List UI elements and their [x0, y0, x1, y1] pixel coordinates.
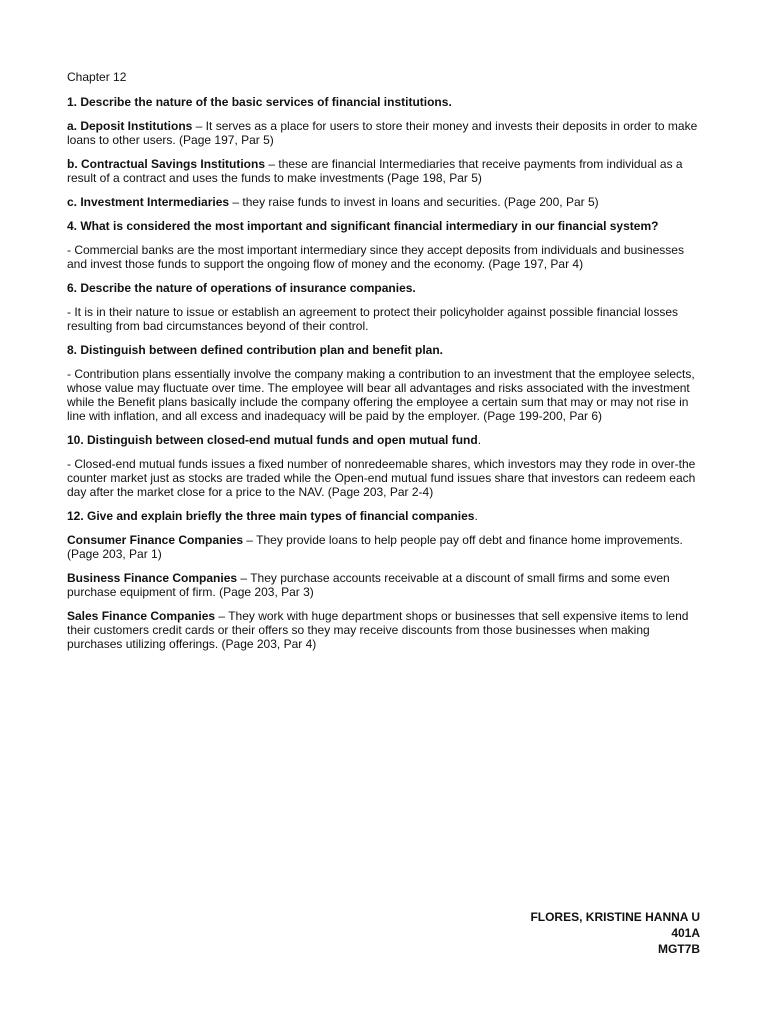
- answer-1a: [67, 119, 707, 147]
- student-name: FLORES, KRISTINE HANNA U: [530, 910, 700, 924]
- answer-1c-text: – they raise funds to invest in loans and securities. (Page 200, Par 5): [229, 195, 599, 209]
- term-business-finance: Business Finance Companies: [67, 571, 238, 585]
- answer-12-sales: [67, 609, 707, 651]
- term-investment-intermediaries: c. Investment Intermediaries: [67, 195, 230, 209]
- question-12-period: .: [474, 509, 478, 523]
- question-10-text: 10. Distinguish between closed-end mutual funds and open mutual fund: [67, 433, 478, 447]
- answer-4: - Commercial banks are the most important intermediary since they accept deposits from individuals and businesses and invest those funds to support the ongoing flow of money and the economy. (Page 197, Par 4): [67, 243, 684, 271]
- question-4: 4. What is considered the most important and significant financial intermediary in our financial system?: [67, 219, 659, 233]
- question-6: 6. Describe the nature of operations of insurance companies.: [67, 281, 416, 295]
- answer-12-consumer: [67, 533, 707, 561]
- question-10: [67, 433, 707, 447]
- answer-12-business: [67, 571, 707, 599]
- signature-block: [530, 909, 700, 957]
- question-12: [67, 509, 707, 523]
- answer-8: - Contribution plans essentially involve the company making a contribution to an investment that the employee selects, whose value may fluctuate over time. The employee will bear all advantages and risks associated with the investment while the Benefit plans basically include the company offering the employee a certain sum that may or may not rise in line with inflation, and all excess and inadequacy will be paid by the employer. (Page 199-200, Par 6): [67, 367, 695, 423]
- document-body: [67, 70, 707, 661]
- answer-12-business-text: – They purchase accounts receivable at a discount of small firms and some even purchase equipment of firm. (Page 203, Par 3): [67, 571, 670, 599]
- answer-6: - It is in their nature to issue or establish an agreement to protect their policyholder against possible financial losses resulting from bad circumstances beyond of their control.: [67, 305, 678, 333]
- question-12-text: 12. Give and explain briefly the three main types of financial companies: [67, 509, 475, 523]
- answer-1b: [67, 157, 707, 185]
- answer-1b-text: – these are financial Intermediaries that receive payments from individual as a result of a contract and uses the funds to make investments (Page 198, Par 5): [67, 157, 683, 185]
- question-8: 8. Distinguish between defined contribution plan and benefit plan.: [67, 343, 444, 357]
- term-consumer-finance: Consumer Finance Companies: [67, 533, 244, 547]
- student-section: 401A: [671, 926, 700, 940]
- course-code: MGT7B: [658, 942, 700, 956]
- answer-12-consumer-text: – They provide loans to help people pay off debt and finance home improvements. (Page 203, Par 1): [67, 533, 683, 561]
- term-sales-finance: Sales Finance Companies: [67, 609, 216, 623]
- answer-1c: [67, 195, 707, 209]
- question-1: 1. Describe the nature of the basic services of financial institutions.: [67, 95, 452, 109]
- term-contractual-savings: b. Contractual Savings Institutions: [67, 157, 266, 171]
- answer-10: - Closed-end mutual funds issues a fixed number of nonredeemable shares, which investors may they rode in over-the counter market just as stocks are traded while the Open-end mutual fund issues share that investors can redeem each day after the market close for a price to the NAV. (Page 203, Par 2-4): [67, 457, 696, 499]
- chapter-heading: Chapter 12: [67, 70, 127, 84]
- answer-12-sales-text: – They work with huge department shops or businesses that sell expensive items to lend their customers credit cards or their offers so they may receive discounts from those businesses when making purchases utilizing offerings. (Page 203, Par 4): [67, 609, 689, 651]
- answer-1a-text: – It serves as a place for users to store their money and invests their deposits in order to make loans to other users. (Page 197, Par 5): [67, 119, 698, 147]
- question-10-period: .: [477, 433, 482, 447]
- term-deposit-institutions: a. Deposit Institutions: [67, 119, 193, 133]
